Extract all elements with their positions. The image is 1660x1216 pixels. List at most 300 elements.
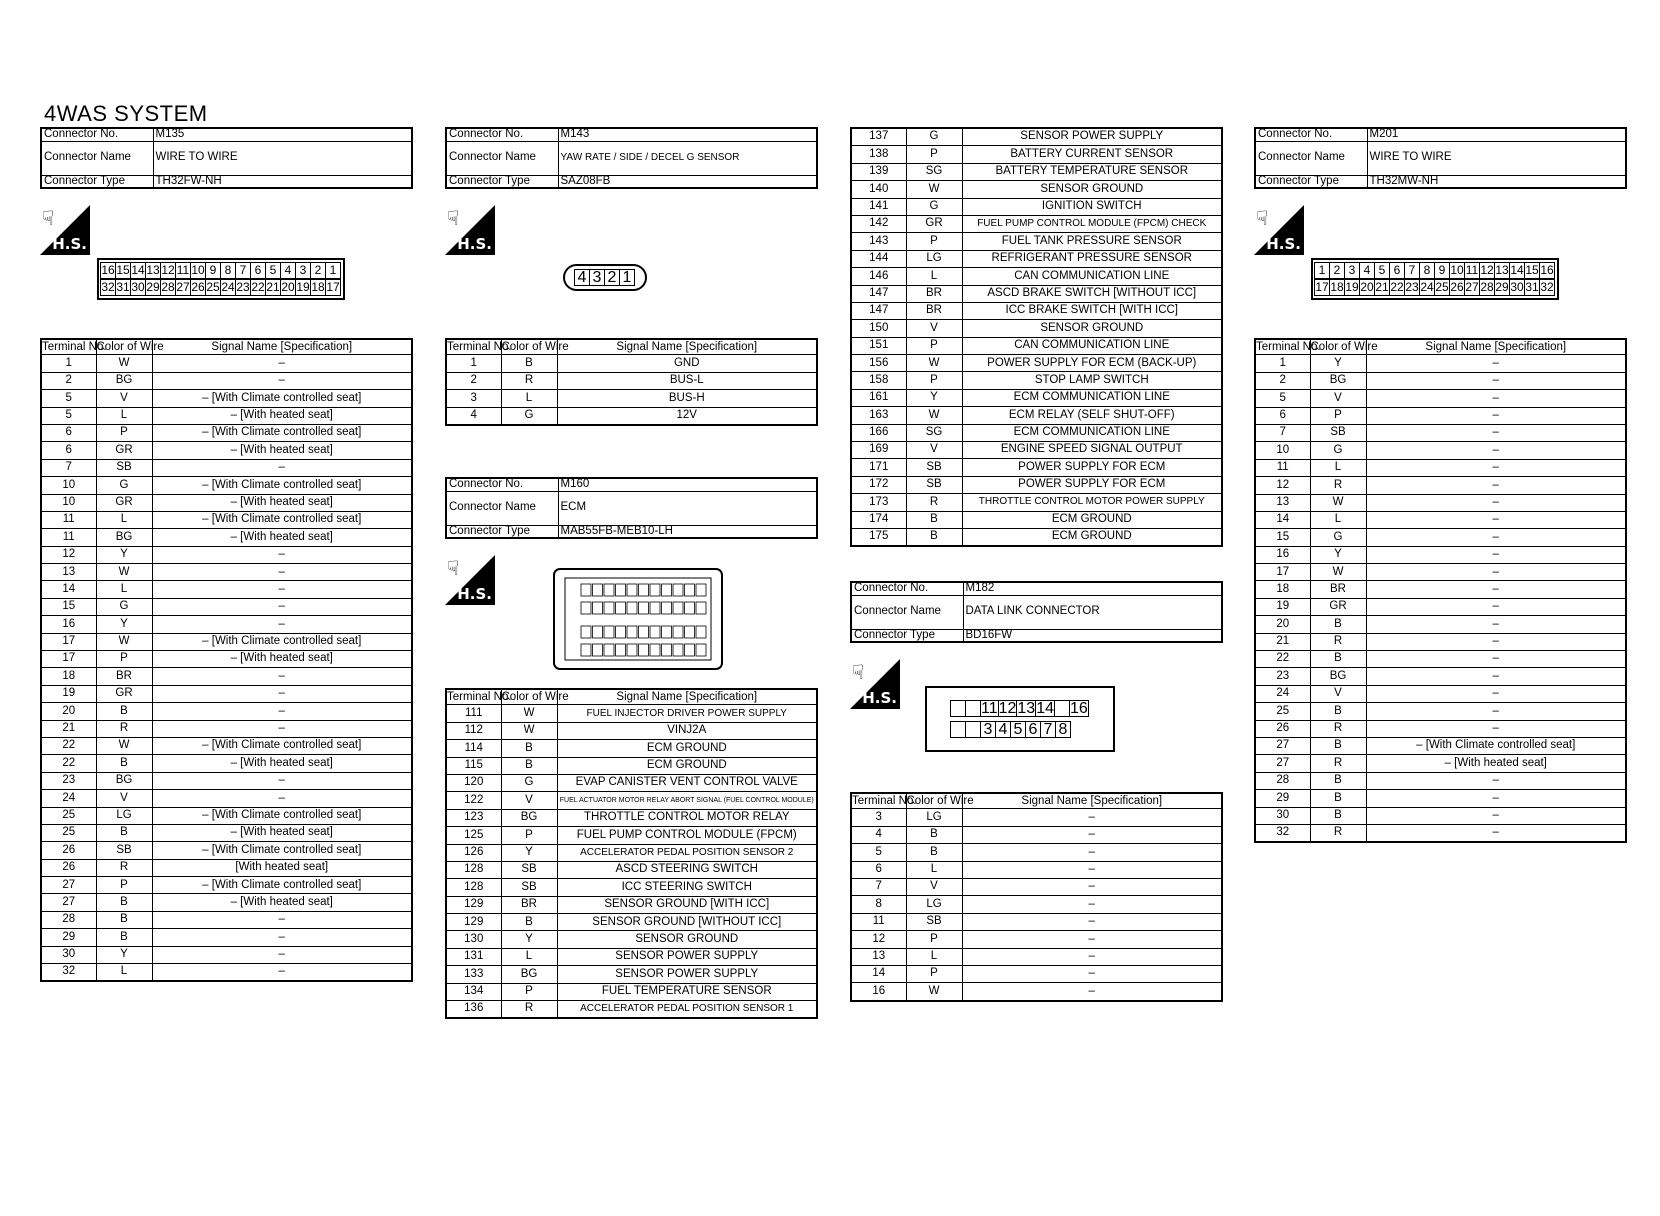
terminal-cell: 5 [41, 390, 96, 407]
terminal-cell: 15 [41, 598, 96, 615]
signal-cell: FUEL PUMP CONTROL MODULE (FPCM) CHECK [962, 215, 1222, 232]
pin: 32 [101, 280, 115, 294]
pin: 8 [1419, 262, 1435, 279]
table-row [851, 163, 1222, 180]
color-cell: LG [906, 250, 962, 267]
color-cell: W [96, 355, 152, 372]
pin: 4 [1359, 262, 1375, 279]
ecm-pin [673, 584, 683, 596]
terminal-cell: 173 [851, 494, 906, 511]
terminal-cell: 13 [1255, 494, 1310, 511]
table-row [41, 859, 412, 876]
connector-name-label: Connector Name [446, 141, 558, 175]
table-row [1255, 720, 1626, 737]
signal-cell: – [962, 931, 1222, 948]
pin: 7 [1404, 262, 1420, 279]
color-cell: V [1310, 685, 1366, 702]
color-cell: BR [906, 285, 962, 302]
pin: 16 [101, 263, 115, 277]
pin: 24 [1420, 280, 1434, 294]
signal-header: Signal Name [Specification] [152, 339, 412, 355]
signal-cell: – [With heated seat] [152, 824, 412, 841]
color-cell: G [906, 128, 962, 146]
color-cell: L [906, 268, 962, 285]
terminal-cell: 8 [851, 896, 906, 913]
table-row [1255, 772, 1626, 789]
table-row [851, 128, 1222, 146]
table-row [41, 946, 412, 963]
color-cell: W [96, 737, 152, 754]
connector-face-m143 [563, 264, 647, 291]
table-row [851, 442, 1222, 459]
table-row [1255, 685, 1626, 702]
color-cell: P [906, 233, 962, 250]
signal-cell: – [152, 546, 412, 563]
color-cell: W [1310, 494, 1366, 511]
signal-cell: – [1366, 407, 1626, 424]
pin: 7 [235, 262, 251, 279]
pin: 17 [1315, 280, 1329, 294]
signal-cell: – [With Climate controlled seat] [152, 807, 412, 824]
terminal-cell: 29 [1255, 790, 1310, 807]
color-cell: SB [501, 879, 557, 896]
signal-cell: – [152, 703, 412, 720]
color-cell: R [501, 372, 557, 389]
signal-cell: GND [557, 355, 817, 372]
color-cell: L [906, 861, 962, 878]
signal-cell: BUS-H [557, 390, 817, 407]
connector-m160: Connector No. M160 Connector Name ECM Connector Type MAB55FB-MEB10-LH [445, 477, 818, 539]
color-cell: Y [96, 946, 152, 963]
table-row [1255, 651, 1626, 668]
connector-m135 [40, 127, 413, 189]
signal-cell: – [152, 564, 412, 581]
ecm-pin [616, 644, 626, 656]
ecm-pin [581, 626, 591, 638]
terminal-cell: 156 [851, 355, 906, 372]
terminal-cell: 137 [851, 128, 906, 146]
pin: 32 [1540, 280, 1554, 294]
signal-cell: – [962, 983, 1222, 1001]
terminal-table-m182: Terminal No. Color of Wire Signal Name [Specification] 3 LG – 4 B – 5 B – 6 L – 7 V – 8 LG – 11 SB – 12 P – 13 L – 14 P – 16 W – [850, 792, 1223, 1002]
ecm-pin [673, 602, 683, 614]
terminal-cell: 1 [1255, 355, 1310, 372]
color-cell: R [96, 720, 152, 737]
ecm-pin [581, 602, 591, 614]
signal-cell: [With heated seat] [152, 859, 412, 876]
table-row [1255, 355, 1626, 372]
signal-cell: – [962, 965, 1222, 982]
signal-cell: – [1366, 459, 1626, 476]
signal-cell: – [With Climate controlled seat] [152, 877, 412, 894]
table-row [446, 861, 817, 878]
color-cell: BG [96, 529, 152, 546]
signal-cell: – [962, 861, 1222, 878]
pin: 19 [296, 280, 310, 294]
color-cell: GR [906, 215, 962, 232]
signal-cell: SENSOR GROUND [557, 931, 817, 948]
signal-cell: – [With heated seat] [152, 494, 412, 511]
terminal-cell: 140 [851, 181, 906, 198]
ecm-pin [627, 584, 637, 596]
terminal-cell: 19 [1255, 598, 1310, 615]
table-row [41, 911, 412, 928]
signal-cell: – [962, 809, 1222, 826]
pin: 26 [191, 280, 205, 294]
pin: 27 [1465, 280, 1479, 294]
table-row [1255, 807, 1626, 824]
color-cell: Y [96, 546, 152, 563]
color-cell: GR [96, 685, 152, 702]
signal-cell: EVAP CANISTER VENT CONTROL VALVE [557, 774, 817, 791]
color-cell: W [501, 705, 557, 722]
ecm-pin [616, 602, 626, 614]
signal-cell: – [152, 581, 412, 598]
terminal-cell: 131 [446, 948, 501, 965]
ecm-pin [650, 644, 660, 656]
table-row [41, 372, 412, 389]
color-cell: B [1310, 772, 1366, 789]
hs-icon: ☟ H.S. [40, 205, 90, 255]
pin: 31 [1525, 280, 1539, 294]
hs-icon: ☟ H.S. [1254, 205, 1304, 255]
terminal-cell: 16 [851, 983, 906, 1001]
signal-cell: BATTERY TEMPERATURE SENSOR [962, 163, 1222, 180]
color-cell: P [501, 827, 557, 844]
ecm-pin [639, 626, 649, 638]
terminal-cell: 139 [851, 163, 906, 180]
color-cell: P [906, 372, 962, 389]
table-row [446, 792, 817, 809]
color-cell: L [96, 511, 152, 528]
table-row [41, 355, 412, 372]
pin: 20 [1360, 280, 1374, 294]
terminal-cell: 151 [851, 337, 906, 354]
table-row [446, 722, 817, 739]
terminal-cell: 20 [1255, 616, 1310, 633]
terminal-cell: 7 [851, 878, 906, 895]
signal-cell: SENSOR GROUND [962, 320, 1222, 337]
table-row [41, 442, 412, 459]
terminal-cell: 115 [446, 757, 501, 774]
color-cell: B [96, 911, 152, 928]
ecm-pin [696, 584, 706, 596]
signal-cell: – [152, 946, 412, 963]
pin: 15 [1525, 263, 1539, 277]
color-cell: B [906, 528, 962, 546]
signal-cell: ECM RELAY (SELF SHUT-OFF) [962, 407, 1222, 424]
color-cell: G [501, 407, 557, 425]
color-cell: P [96, 877, 152, 894]
connector-no-label: Connector No. [446, 128, 558, 141]
terminal-cell: 4 [446, 407, 501, 425]
color-cell: G [96, 477, 152, 494]
color-cell: G [96, 598, 152, 615]
color-cell: R [906, 494, 962, 511]
color-cell: Y [1310, 546, 1366, 563]
signal-cell: ECM GROUND [962, 511, 1222, 528]
terminal-cell: 11 [41, 529, 96, 546]
signal-cell: CAN COMMUNICATION LINE [962, 268, 1222, 285]
pin: 21 [1375, 280, 1389, 294]
color-cell: GR [96, 442, 152, 459]
table-row [1255, 390, 1626, 407]
table-row [41, 511, 412, 528]
terminal-cell: 5 [1255, 390, 1310, 407]
ecm-pin [696, 602, 706, 614]
terminal-cell: 166 [851, 424, 906, 441]
pin: 18 [311, 280, 325, 294]
signal-cell: – [1366, 390, 1626, 407]
signal-cell: VINJ2A [557, 722, 817, 739]
pin: 10 [1450, 263, 1464, 277]
terminal-cell: 29 [41, 929, 96, 946]
signal-cell: – [962, 826, 1222, 843]
terminal-cell: 30 [41, 946, 96, 963]
connector-no-value: M182 [963, 582, 1222, 595]
signal-cell: – [962, 896, 1222, 913]
ecm-pin [593, 644, 603, 656]
ecm-pin [627, 626, 637, 638]
pin: 16 [1070, 700, 1088, 717]
table-row [446, 914, 817, 931]
color-cell: SB [906, 476, 962, 493]
terminal-cell: 28 [1255, 772, 1310, 789]
table-row [41, 894, 412, 911]
terminal-cell: 175 [851, 528, 906, 546]
ecm-pin [662, 626, 672, 638]
table-row [851, 424, 1222, 441]
signal-cell: – [152, 929, 412, 946]
table-row [41, 407, 412, 424]
terminal-cell: 25 [41, 807, 96, 824]
terminal-cell: 6 [1255, 407, 1310, 424]
signal-cell: – [1366, 790, 1626, 807]
table-row [41, 529, 412, 546]
signal-cell: – [152, 790, 412, 807]
connector-no-label: Connector No. [41, 128, 153, 141]
signal-cell: – [With heated seat] [152, 529, 412, 546]
connector-no-value: M135 [153, 128, 412, 141]
table-row [1255, 668, 1626, 685]
hs-icon: ☟ H.S. [850, 659, 900, 709]
table-row [41, 737, 412, 754]
color-cell: L [501, 390, 557, 407]
table-row [851, 372, 1222, 389]
connector-face-m201 [1311, 258, 1559, 300]
signal-cell: – [152, 720, 412, 737]
pin: 31 [116, 280, 130, 294]
color-cell: R [1310, 477, 1366, 494]
terminal-cell: 147 [851, 302, 906, 319]
pin: 30 [1510, 280, 1524, 294]
signal-cell: – [With heated seat] [1366, 755, 1626, 772]
terminal-cell: 11 [41, 511, 96, 528]
terminal-cell: 138 [851, 146, 906, 163]
color-cell: V [1310, 390, 1366, 407]
terminal-cell: 22 [41, 755, 96, 772]
table-row [851, 931, 1222, 948]
terminal-cell: 32 [41, 964, 96, 982]
terminal-cell: 22 [41, 737, 96, 754]
terminal-cell: 17 [41, 633, 96, 650]
table-row [446, 809, 817, 826]
signal-cell: SENSOR GROUND [962, 181, 1222, 198]
pin: 28 [161, 280, 175, 294]
signal-cell: BUS-L [557, 372, 817, 389]
terminal-cell: 18 [1255, 581, 1310, 598]
terminal-cell: 32 [1255, 824, 1310, 842]
table-row [851, 459, 1222, 476]
pin: 29 [146, 280, 160, 294]
pin: 22 [1390, 280, 1404, 294]
color-cell: Y [501, 931, 557, 948]
pin: 27 [176, 280, 190, 294]
table-row [446, 372, 817, 389]
pin: 14 [131, 263, 145, 277]
table-row [1255, 616, 1626, 633]
terminal-cell: 19 [41, 685, 96, 702]
connector-m143 [445, 127, 818, 189]
ecm-pin [604, 626, 614, 638]
pin: 20 [281, 280, 295, 294]
connector-no-value: M201 [1367, 128, 1626, 141]
connector-face-m160 [553, 568, 723, 670]
table-row [41, 459, 412, 476]
terminal-cell: 142 [851, 215, 906, 232]
pin: 30 [131, 280, 145, 294]
table-row [851, 861, 1222, 878]
pin: 7 [1040, 721, 1056, 738]
color-cell: BR [96, 668, 152, 685]
table-row [41, 616, 412, 633]
signal-cell: – [1366, 494, 1626, 511]
color-cell: P [906, 337, 962, 354]
color-cell: BG [501, 809, 557, 826]
terminal-cell: 25 [1255, 703, 1310, 720]
table-row [41, 494, 412, 511]
terminal-cell: 21 [1255, 633, 1310, 650]
signal-cell: – [962, 878, 1222, 895]
pin: 11 [176, 263, 190, 277]
table-row [446, 879, 817, 896]
terminal-cell: 13 [851, 948, 906, 965]
color-cell: W [501, 722, 557, 739]
pin: 6 [1389, 262, 1405, 279]
signal-cell: – [1366, 564, 1626, 581]
color-cell: R [96, 859, 152, 876]
signal-cell: ASCD BRAKE SWITCH [WITHOUT ICC] [962, 285, 1222, 302]
signal-cell: POWER SUPPLY FOR ECM [962, 476, 1222, 493]
table-row [41, 581, 412, 598]
terminal-table-m160: Terminal No. Color of Wire Signal Name [Specification] 111 W FUEL INJECTOR DRIVER POWER SUPPLY 112 W VINJ2A 114 B ECM GROUND 115 B ECM GROUND 120 G EVAP CANISTER VENT CONTROL VALVE 122 V FUEL ACTUATOR MOTOR RELAY ABORT SIGNAL (FUEL CONTROL MODULE) 123 BG THROTTLE CONTROL MOTOR RELAY 125 P FUEL PUMP CONTROL MODULE (FPCM) 126 Y ACCELERATOR PEDAL POSITION SENSOR 2 128 SB ASCD STEERING SWITCH 128 SB ICC STEERING SWITCH 129 BR SENSOR GROUND [WITH ICC] 129 B SENSOR GROUND [WITHOUT ICC] 130 Y SENSOR GROUND 131 L SENSOR POWER SUPPLY 133 BG SENSOR POWER SUPPLY 134 P FUEL TEMPERATURE SENSOR 136 R ACCELERATOR PEDAL POSITION SENSOR 1 [445, 688, 818, 1019]
terminal-cell: 6 [41, 442, 96, 459]
color-cell: B [96, 929, 152, 946]
table-row [1255, 407, 1626, 424]
table-row [41, 807, 412, 824]
color-cell: P [906, 931, 962, 948]
terminal-cell: 17 [1255, 564, 1310, 581]
terminal-cell: 22 [1255, 651, 1310, 668]
ecm-pin [639, 602, 649, 614]
color-cell: GR [1310, 598, 1366, 615]
terminal-cell: 174 [851, 511, 906, 528]
color-cell: R [1310, 720, 1366, 737]
table-row [41, 842, 412, 859]
table-row [1255, 546, 1626, 563]
pin [1054, 700, 1070, 717]
color-cell: B [906, 511, 962, 528]
terminal-cell: 26 [41, 842, 96, 859]
ecm-pin [685, 644, 695, 656]
connector-info-m135 [40, 127, 413, 189]
color-cell: P [906, 965, 962, 982]
table-row [446, 740, 817, 757]
signal-cell: SENSOR POWER SUPPLY [962, 128, 1222, 146]
pin: 6 [250, 262, 266, 279]
terminal-cell: 5 [851, 844, 906, 861]
terminal-cell: 171 [851, 459, 906, 476]
pin: 4 [280, 262, 296, 279]
ecm-pin [650, 602, 660, 614]
terminal-cell: 150 [851, 320, 906, 337]
color-cell: L [906, 948, 962, 965]
color-cell: BG [1310, 372, 1366, 389]
pin: 23 [1405, 280, 1419, 294]
terminal-cell: 24 [1255, 685, 1310, 702]
signal-cell: – [1366, 668, 1626, 685]
color-cell: P [96, 651, 152, 668]
table-row [851, 476, 1222, 493]
terminal-cell: 122 [446, 792, 501, 809]
color-cell: SG [906, 163, 962, 180]
pin: 8 [1055, 721, 1071, 738]
color-cell: W [906, 407, 962, 424]
color-cell: G [1310, 529, 1366, 546]
table-row [851, 285, 1222, 302]
color-cell: B [96, 894, 152, 911]
table-row [41, 824, 412, 841]
table-row [851, 302, 1222, 319]
color-cell: SB [906, 459, 962, 476]
terminal-cell: 5 [41, 407, 96, 424]
table-row [446, 1001, 817, 1019]
color-cell: L [96, 964, 152, 982]
ecm-pin [662, 602, 672, 614]
connector-type-value: TH32MW-NH [1367, 175, 1626, 188]
signal-cell: – [1366, 703, 1626, 720]
signal-cell: – [1366, 442, 1626, 459]
ecm-pin [593, 626, 603, 638]
table-row [851, 826, 1222, 843]
terminal-cell: 26 [41, 859, 96, 876]
connector-type-value: MAB55FB-MEB10-LH [558, 525, 817, 538]
table-row [1255, 511, 1626, 528]
table-row [446, 407, 817, 425]
pin: 3 [1344, 262, 1360, 279]
terminal-cell: 27 [41, 877, 96, 894]
table-row [851, 896, 1222, 913]
pin: 11 [981, 700, 998, 717]
color-cell: BR [501, 896, 557, 913]
terminal-cell: 16 [41, 616, 96, 633]
ecm-pin [604, 644, 614, 656]
color-cell: P [1310, 407, 1366, 424]
pin: 9 [205, 262, 221, 279]
color-cell: V [906, 442, 962, 459]
pin: 1 [619, 269, 635, 286]
signal-cell: – [152, 964, 412, 982]
